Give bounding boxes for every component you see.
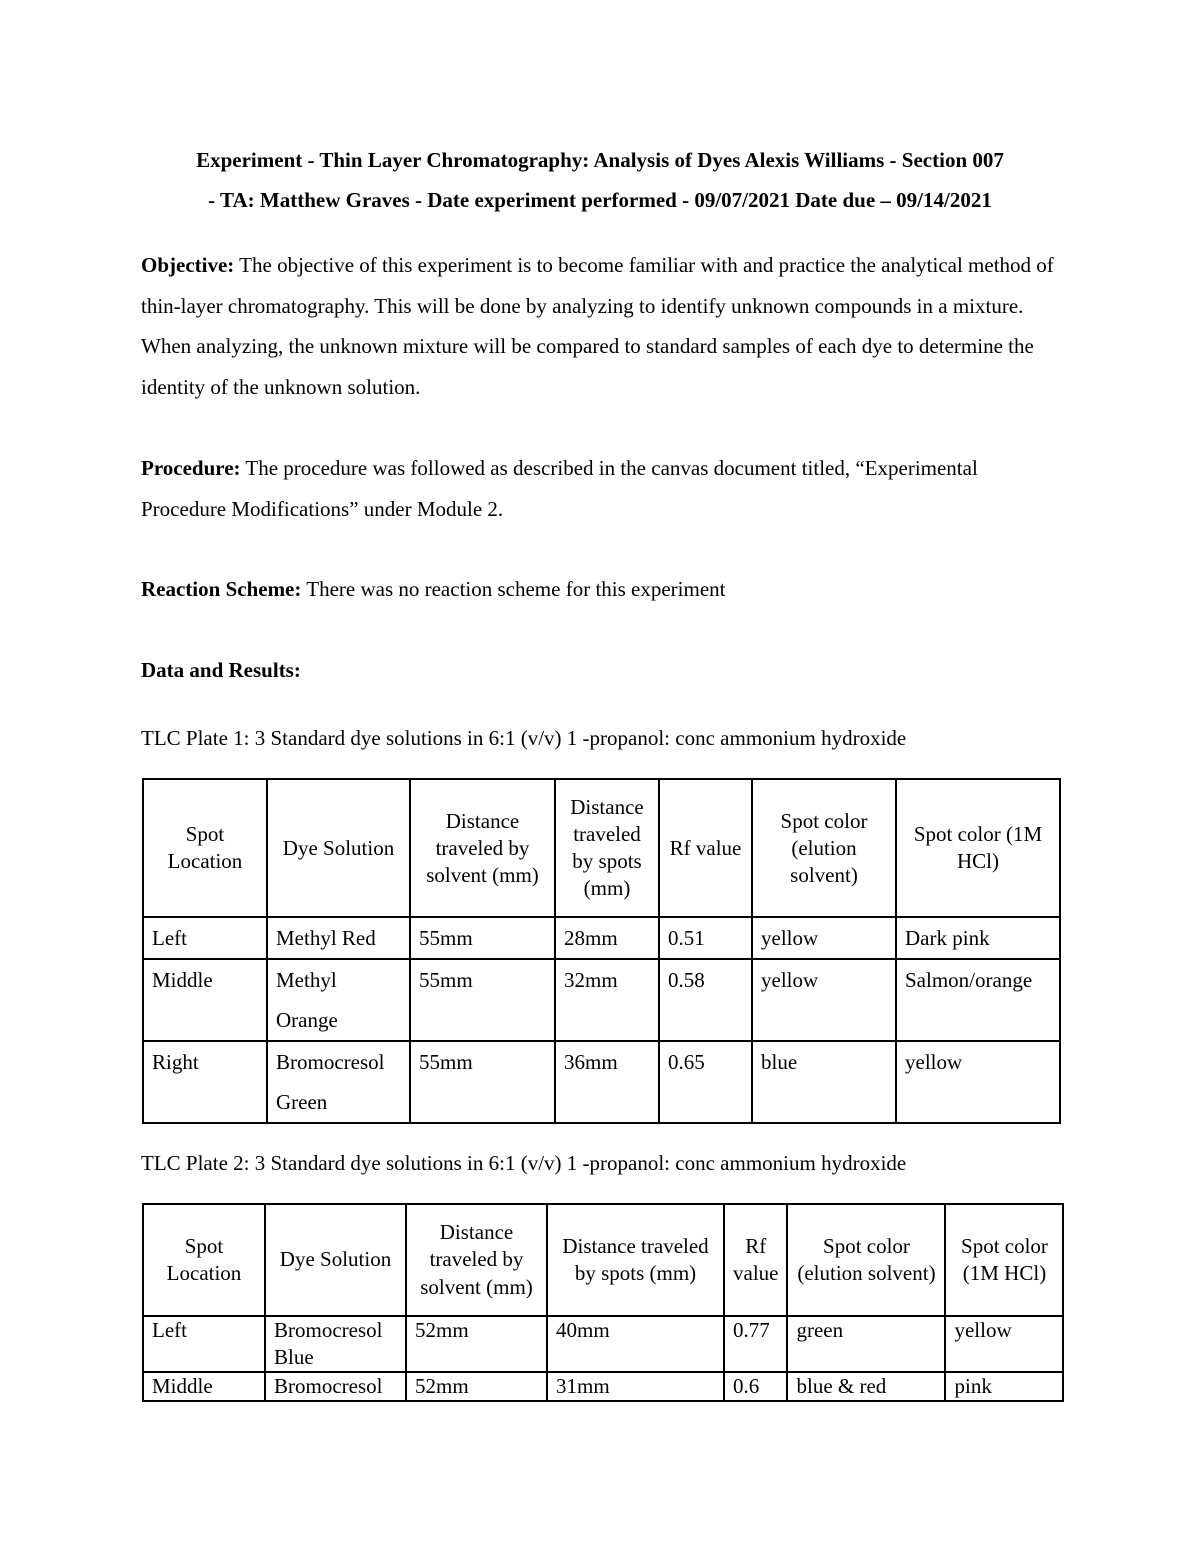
objective-label: Objective: — [141, 253, 235, 277]
table-row — [143, 1316, 1063, 1372]
table1-caption: TLC Plate 1: 3 Standard dye solutions in 6:1 (v/v) 1 -propanol: conc ammonium hydroxide — [141, 726, 907, 750]
procedure-label: Procedure: — [141, 456, 241, 480]
objective-paragraph — [141, 245, 1061, 407]
table-row — [143, 1372, 1063, 1401]
table-cell: 0.58 — [659, 959, 752, 1041]
reaction-scheme-label: Reaction Scheme: — [141, 577, 302, 601]
table-cell: 55mm — [410, 1041, 555, 1123]
table-cell: 0.65 — [659, 1041, 752, 1123]
title-line-1: Experiment - Thin Layer Chromatography: Analysis of Dyes Alexis Williams - Section 007 — [196, 148, 1004, 172]
table-cell: Salmon/orange — [896, 959, 1060, 1041]
table-row — [143, 1041, 1060, 1123]
table-cell: 55mm — [410, 959, 555, 1041]
table-cell: 31mm — [547, 1372, 724, 1401]
table-cell: green — [787, 1316, 945, 1372]
procedure-paragraph — [141, 448, 1061, 529]
reaction-scheme-text: There was no reaction scheme for this experiment — [301, 577, 726, 601]
table-cell: Middle — [143, 959, 267, 1041]
table-cell: Methyl Orange — [267, 959, 410, 1041]
column-header: Spot color (1M HCl) — [896, 779, 1060, 917]
table-cell: 28mm — [555, 917, 659, 959]
table-row — [143, 959, 1060, 1041]
column-header: Dye Solution — [265, 1204, 406, 1316]
table-cell: yellow — [896, 1041, 1060, 1123]
table-cell: Left — [143, 1316, 265, 1372]
column-header: Distance traveled by solvent (mm) — [410, 779, 555, 917]
table-cell: Dark pink — [896, 917, 1060, 959]
table-cell: yellow — [752, 917, 896, 959]
table-cell: 36mm — [555, 1041, 659, 1123]
table-cell: 52mm — [406, 1372, 547, 1401]
document-title — [130, 140, 1070, 220]
column-header: Distance traveled by solvent (mm) — [406, 1204, 547, 1316]
table-cell: Bromocresol Blue — [265, 1316, 406, 1372]
table-cell: 55mm — [410, 917, 555, 959]
table-cell: Bromocresol Green — [267, 1041, 410, 1123]
tlc-plate-2-table — [142, 1203, 1064, 1402]
column-header: Distance traveled by spots (mm) — [555, 779, 659, 917]
table-cell: Right — [143, 1041, 267, 1123]
table-cell: Methyl Red — [267, 917, 410, 959]
column-header: Spot color (elution solvent) — [787, 1204, 945, 1316]
column-header: Rf value — [724, 1204, 787, 1316]
table-cell: 0.6 — [724, 1372, 787, 1401]
column-header: Dye Solution — [267, 779, 410, 917]
column-header: Spot color (1M HCl) — [945, 1204, 1063, 1316]
table-cell: Left — [143, 917, 267, 959]
table-cell: 52mm — [406, 1316, 547, 1372]
table-cell: 0.51 — [659, 917, 752, 959]
table-cell: Bromocresol — [265, 1372, 406, 1401]
objective-text: The objective of this experiment is to become familiar with and practice the analytical method of thin-layer chromatography. This will be done by analyzing to identify unknown compounds in a mixture. When analyzing, the unknown mixture will be compared to standard samples of each dye to determine the identity of the unknown solution. — [141, 253, 1054, 399]
column-header: Spot Location — [143, 779, 267, 917]
table-header-row — [143, 1204, 1063, 1316]
table-cell: yellow — [945, 1316, 1063, 1372]
column-header: Spot Location — [143, 1204, 265, 1316]
table-cell: 40mm — [547, 1316, 724, 1372]
tlc-plate-1-table — [142, 778, 1061, 1124]
table-cell: blue & red — [787, 1372, 945, 1401]
table-cell: Middle — [143, 1372, 265, 1401]
table-row — [143, 917, 1060, 959]
data-results-heading: Data and Results: — [141, 658, 301, 682]
column-header: Spot color (elution solvent) — [752, 779, 896, 917]
column-header: Distance traveled by spots (mm) — [547, 1204, 724, 1316]
table-cell: blue — [752, 1041, 896, 1123]
table-cell: 0.77 — [724, 1316, 787, 1372]
table-cell: 32mm — [555, 959, 659, 1041]
title-line-2: - TA: Matthew Graves - Date experiment performed - 09/07/2021 Date due – 09/14/2021 — [208, 188, 992, 212]
column-header: Rf value — [659, 779, 752, 917]
table-cell: pink — [945, 1372, 1063, 1401]
reaction-scheme-paragraph — [141, 569, 1061, 610]
table2-caption: TLC Plate 2: 3 Standard dye solutions in 6:1 (v/v) 1 -propanol: conc ammonium hydroxide — [141, 1151, 907, 1175]
table-header-row — [143, 779, 1060, 917]
table-cell: yellow — [752, 959, 896, 1041]
procedure-text: The procedure was followed as described in the canvas document titled, “Experimental Procedure Modifications” under Module 2. — [141, 456, 978, 521]
